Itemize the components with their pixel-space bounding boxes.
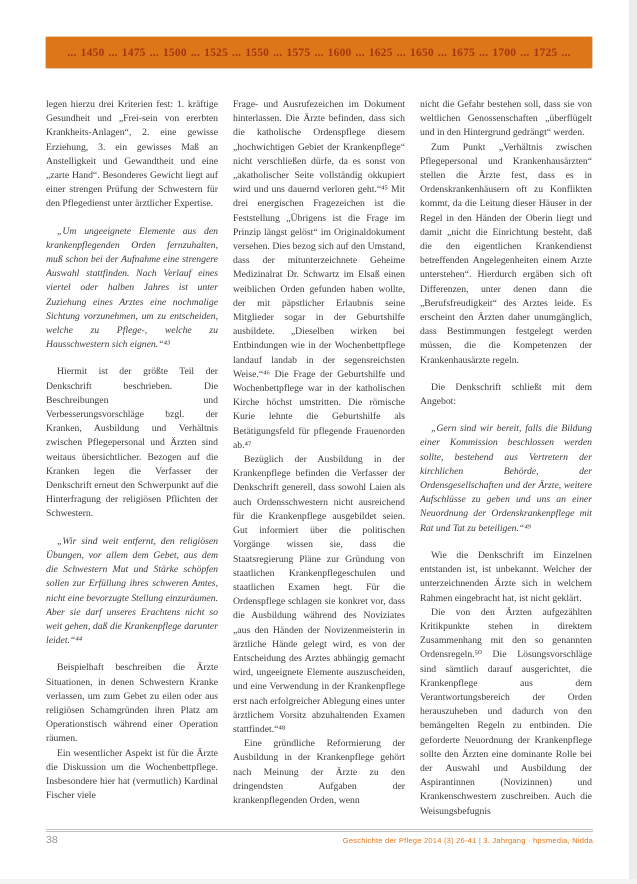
paragraph: Beispielhaft beschreiben die Ärzte Situationen, in denen Schwestern Kranke verlassen, um zum Gebet zu eilen oder aus religiösen Schamgründen ihren Platz am Operationstisch während einer Operation räumen. bbox=[46, 662, 218, 745]
footer bbox=[46, 829, 593, 846]
paragraph: Die Denkschrift schließt mit dem Angebot: bbox=[420, 381, 592, 408]
text-column-1 bbox=[46, 98, 218, 828]
scan-edge-right bbox=[629, 0, 637, 884]
article-body bbox=[46, 98, 592, 828]
paragraph: Zum Punkt „Verhältnis zwischen Pflegepersonal und Krankenhausärzten“ stellen die Ärzte fest, dass es in Ordenskrankenhäusern oft zu Konflikten kommt, da die Leitung dieser Häuser in der Regel in den Händen der Oberin liegt und damit „nicht die Einrichtung besteht, daß die den eigentlichen Krankendienst betreffenden Angelegenheiten einem Arzte unterstehen“. Hierdurch ergäben sich oft Differenzen, unter denen dann die „Berufsfreudigkeit“ des Arztes leide. Es erscheint den Ärzten daher unumgänglich, dass Bestimmungen festgelegt werden müssen, die die Kompetenzen der Krankenhausärzte regeln. bbox=[420, 141, 592, 366]
page-number: 38 bbox=[46, 834, 58, 846]
timeline-header-bar bbox=[46, 37, 592, 68]
paragraph: Eine gründliche Reformierung der Ausbildung in der Krankenpflege gehört nach Meinung der Ärzte zu den dringendsten Aufgaben der krankenpflegenden Orden, wenn bbox=[233, 738, 405, 806]
paragraph: Hiermit ist der größte Teil der Denkschrift beschrieben. Die Beschreibungen und Verbesserungsvorschläge bzgl. der Kranken, Ausbildung und Verhältnis zwischen Pflegepersonal und Ärzten sind weitaus übersichtlicher. Bezogen auf die Kranken legen die Verfasser der Denkschrift erneut den Schwerpunkt auf die Hinterfragung der religiösen Pflichten der Schwestern. bbox=[46, 366, 218, 520]
quote-paragraph: „Um ungeeignete Elemente aus den krankenpflegenden Orden fernzuhalten, muß schon bei der Aufnahme eine strengere Auswahl stattfinden. Nach Verlauf eines viertel oder halben Jahres ist unter Zuziehung eines Arztes eine nochmalige Sichtung vorzunehmen, um zu entscheiden, welche zu Pflege-, welche zu Hausschwestern sich eignen.“⁴³ bbox=[46, 225, 218, 351]
text-column-2 bbox=[233, 98, 405, 828]
paragraph: Die von den Ärzten aufgezählten Kritikpunkte stehen in direktem Zusammenhang mit den so genannten Ordensregeln.⁵⁰ Die Lösungsvorschläge sind sämtlich darauf ausgerichtet, die Krankenpflege aus dem Verantwortungsbereich der Orden herauszuheben und dadurch von den bemängelten Regeln zu entbinden. Die geforderte Neuordnung der Krankenpflege sollte den Ärzten eine dominante Rolle bei der Auswahl und Ausbildung der Aspirantinnen (Novizinnen) und Krankenschwestern zuschreiben. Auch die Weisungsbefugnis bbox=[420, 606, 592, 817]
paragraph: legen hierzu drei Kriterien fest: 1. kräftige Gesundheit und „Frei-sein von ererbten Krankheits-Anlagen“, 2. eine gewisse Erziehung, 3. ein gewisses Maß an Anstelligkeit und Gewandtheit und eine „zarte Hand“. Besonderes Gewicht liegt auf einer strengen Prüfung der Schwestern für den Pflegedienst unter ärztlicher Expertise. bbox=[46, 99, 218, 210]
paragraph: Ein wesentlicher Aspekt ist für die Ärzte die Diskussion um die Wochenbettpflege. Insbesondere hier hat (vermutlich) Kardinal Fischer viele bbox=[46, 747, 218, 802]
text-column-3 bbox=[420, 98, 592, 828]
quote-paragraph: „Wir sind weit entfernt, den religiösen Übungen, vor allem dem Gebet, aus dem die Schwestern Mut und Stärke schöpfen sollen zur Erfüllung ihres schweren Amtes, nicht eine bevorzugte Stellung einzuräumen. Aber sie darf unseres Erachtens nicht so weit gehen, daß die Krankenpflege darunter leidet.“⁴⁴ bbox=[46, 535, 218, 647]
paragraph: nicht die Gefahr bestehen soll, dass sie von weltlichen Genossenschaften „überflügelt und in den Hintergrund gedrängt“ werden. bbox=[420, 99, 592, 139]
paragraph: Frage- und Ausrufezeichen im Dokument hinterlassen. Die Ärzte befinden, dass sich die katholische Ordenspflege diesem „hochwichtigen Gebiet der Krankenpflege“ nicht verschließen dürfe, da es sonst von „akatholischer Seite vollständig okkupiert wird und uns dauernd verloren geht.“⁴⁵ Mit drei energischen Fragezeichen ist die Feststellung „Übrigens ist die Frage im Prinzip längst gelöst“ im Originaldokument versehen. Dies bezog sich auf den Umstand, dass der mitunterzeichnete Geheime Medizinalrat Dr. Schwartz im Elsaß einen weiblichen Orden gefunden haben wollte, der mit päpstlicher Erlaubnis seine Mitglieder sogar in der Geburtshilfe ausbildete. „Dieselben wirken bei Entbindungen wie in der Wochenbettpflege landauf landab in der segensreichsten Weise.“⁴⁶ Die Frage der Geburtshilfe und Wochenbettpflege war in der katholischen Kirche höchst umstritten. Die römische Kurie lehnte die Geburtshilfe als Betätigungsfeld für pflegende Frauenorden ab.⁴⁷ bbox=[233, 99, 405, 451]
scan-edge-bottom bbox=[0, 879, 637, 884]
paragraph: Wie die Denkschrift im Einzelnen entstanden ist, ist unbekannt. Welcher der unterzeichnenden Ärzte sich in welchem Rahmen eingebracht hat, ist nicht geklärt. bbox=[420, 549, 592, 604]
timeline-years: ... 1450 ... 1475 ... 1500 ... 1525 ... 1550 ... 1575 ... 1600 ... 1625 ... 1650 ... 1675 ... 1700 ... 1725 ... bbox=[67, 46, 571, 59]
quote-paragraph: „Gern sind wir bereit, falls die Bildung einer Kommission beschlossen werden sollte, bestehend aus Vertretern der kirchlichen Behörde, der Ordensgesellschaften und der Ärzte, weitere Aufschlüsse zu geben und uns an einer Neuordnung der Ordenskrankenpflege mit Rat und Tat zu beteiligen.“⁴⁹ bbox=[420, 423, 592, 534]
footer-citation: Geschichte der Pflege 2014 (3) 26-41 | 3. Jahrgang · hpsmedia, Nidda bbox=[342, 836, 593, 845]
paragraph: Bezüglich der Ausbildung in der Krankenpflege befinden die Verfasser der Denkschrift generell, dass sowohl Laien als auch Ordensschwestern nicht ausreichend für die Krankenpflege ausgebildet seien. Gut informiert über die politischen Vorgänge wissen sie, dass die Staatsregierung Pläne zur Gründung von staatlichen Krankenpflegeschulen und staatlichen Examen hegt. Für die Ordenspflege schlagen sie konkret vor, dass die Ausbildung während des Noviziates „aus den Händen der Novizenmeisterin in ärztliche Hände gelegt wird, es von der Entscheidung des Arztes abhängig gemacht wird, ungeeignete Elemente auszuscheiden, und eine Verwendung in der Krankenpflege erst nach erfolgreicher Ablegung eines unter ärztlichem Vorsitz abzuhaltenden Examen stattfindet.“⁴⁸ bbox=[233, 454, 405, 735]
